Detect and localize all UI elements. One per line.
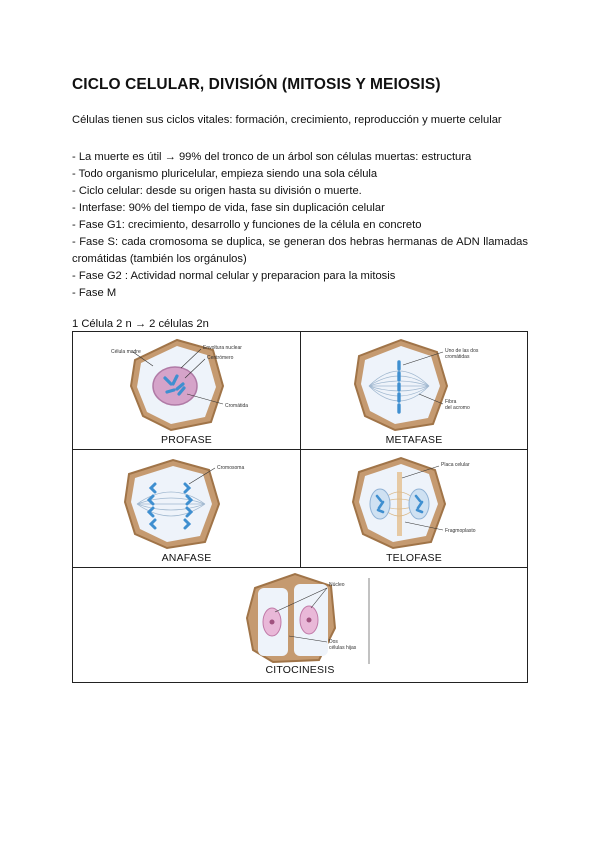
profase-cell xyxy=(73,332,300,449)
anafase-cell xyxy=(73,450,300,567)
annotation: Placa celular xyxy=(441,462,470,468)
phase-label-anafase: ANAFASE xyxy=(161,552,212,564)
profase-illustration xyxy=(73,332,300,432)
telofase-cell xyxy=(301,450,527,567)
metafase-illustration xyxy=(301,332,527,432)
annotation: Núcleo xyxy=(329,582,345,588)
anafase-illustration xyxy=(73,450,300,550)
list-item: cromátidas (también los orgánulos) xyxy=(72,253,247,265)
bullet-list xyxy=(72,149,528,302)
list-item: - Fase M xyxy=(72,287,117,299)
list-item: - Ciclo celular: desde su origen hasta su división o muerte. xyxy=(72,185,362,197)
annotation: Dos xyxy=(329,639,338,645)
annotation: cromátidas xyxy=(445,354,470,360)
citocinesis-cell xyxy=(73,568,527,683)
list-item: - Todo organismo pluricelular, empieza siendo una sola célula xyxy=(72,168,378,180)
annotation: Uno de las dos xyxy=(445,348,479,354)
annotation: Célula madre xyxy=(111,349,141,355)
annotation: células hijas xyxy=(329,645,357,651)
mitosis-figure-table xyxy=(72,331,528,683)
annotation: del acromo xyxy=(445,405,470,411)
list-item: - Fase G1: crecimiento, desarrollo y funciones de la célula en concreto xyxy=(72,219,422,231)
intro-text: Células tienen sus ciclos vitales: formación, crecimiento, reproducción y muerte celular xyxy=(72,114,502,126)
phase-label-metafase: METAFASE xyxy=(385,434,443,446)
list-item: - Fase G2 : Actividad normal celular y preparacion para la mitosis xyxy=(72,270,396,282)
telofase-illustration xyxy=(301,450,527,550)
annotation: Cromátida xyxy=(225,403,249,409)
annotation: Envoltura nuclear xyxy=(203,345,242,351)
annotation: Cromosoma xyxy=(217,465,245,471)
page-title: CICLO CELULAR, DIVISIÓN (MITOSIS Y MEIOSIS) xyxy=(72,76,441,93)
annotation: Fibra xyxy=(445,399,457,405)
phase-label-profase: PROFASE xyxy=(161,434,212,446)
phase-label-telofase: TELOFASE xyxy=(386,552,442,564)
metafase-cell xyxy=(301,332,527,449)
annotation: Fragmoplasto xyxy=(445,528,476,534)
list-item: - Fase S: cada cromosoma se duplica, se generan dos hebras hermanas de ADN llamadas xyxy=(72,236,528,248)
figure-caption: 1 Célula 2 n → 2 células 2n xyxy=(72,318,209,330)
phase-label-citocinesis: CITOCINESIS xyxy=(265,664,335,676)
citocinesis-illustration xyxy=(73,568,527,664)
list-item: - La muerte es útil → 99% del tronco de un árbol son células muertas: estructura xyxy=(72,151,472,163)
annotation: Centrómero xyxy=(207,355,234,361)
list-item: - Interfase: 90% del tiempo de vida, fase sin duplicación celular xyxy=(72,202,385,214)
